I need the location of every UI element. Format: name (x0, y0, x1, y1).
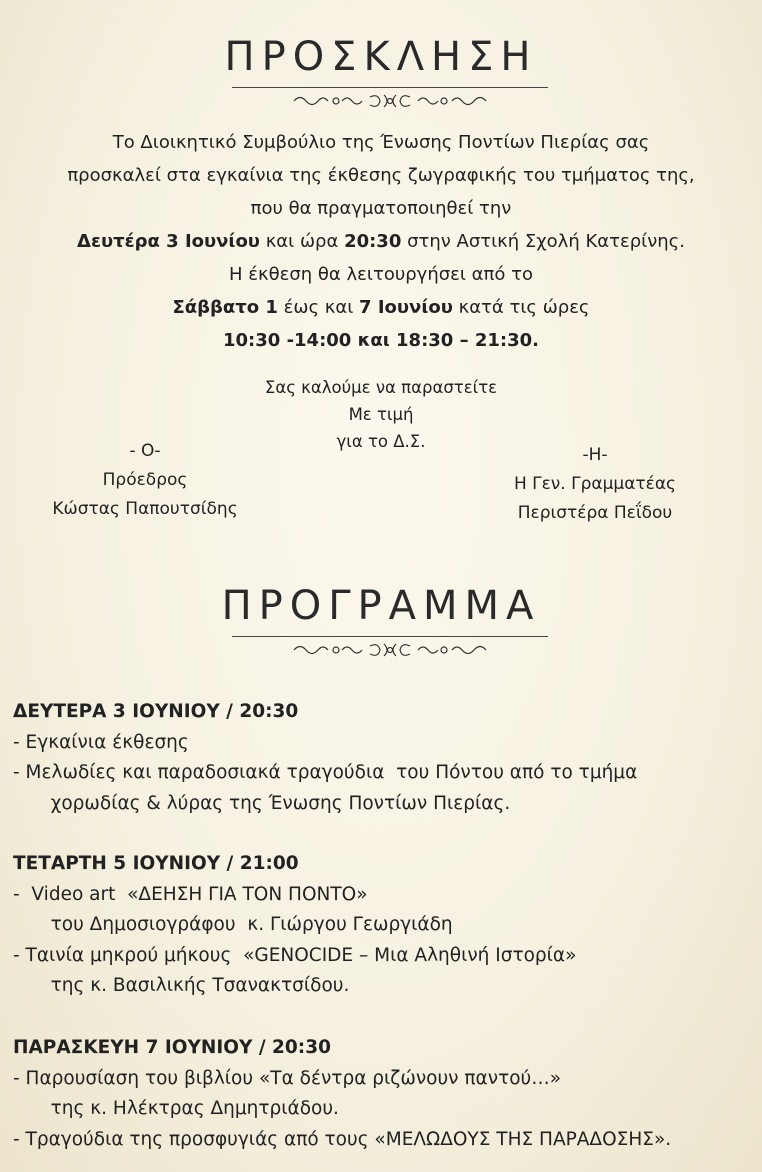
program-item: - Ταινία μηκρού μήκους «GENOCIDE – Μια Αληθινή Ιστορία» (13, 944, 577, 966)
title-divider (232, 636, 548, 637)
title-divider (232, 87, 548, 88)
opening-venue: στην Αστική Σχολή Κατερίνης. (401, 231, 685, 252)
signature-role: Η Γεν. Γραμματέας (513, 474, 677, 494)
exhibition-start: Σάββατο 1 (172, 297, 278, 318)
ornament-flourish-icon (290, 640, 490, 660)
exhibition-mid: έως και (277, 297, 360, 318)
signature-president (30, 437, 260, 524)
invitation-line: Η έκθεση θα λειτουργήσει από το (229, 264, 533, 285)
program-item: χορωδίας & λύρας της Ένωσης Ποντίων Πιερίας. (33, 792, 511, 814)
program-item: - Μελωδίες και παραδοσιακά τραγούδια του Πόντου από το τμήμα (13, 762, 638, 783)
opening-text: και ώρα (259, 231, 345, 252)
opening-date-line (0, 225, 762, 258)
program-item: της κ. Βασιλικής Τσανακτσίδου. (33, 975, 350, 996)
invitation-line: Το Διοικητικό Συμβούλιο της Ένωσης Ποντίων Πιερίας σας (112, 132, 650, 153)
program-item: της κ. Ηλέκτρας Δημητριάδου. (33, 1098, 339, 1119)
closing-line: Με τιμή (348, 405, 414, 424)
invitation-body (0, 126, 762, 357)
program-title: ΠΡΟΓΡΑΜΜΑ (221, 583, 541, 629)
closing-line: Σας καλούμε να παραστείτε (264, 378, 498, 397)
opening-date: Δευτέρα 3 Ιουνίου (77, 231, 260, 252)
opening-time: 20:30 (344, 231, 402, 252)
program-day-heading: ΠΑΡΑΣΚΕΥΗ 7 ΙΟΥΝΙΟΥ / 20:30 (13, 1037, 331, 1058)
invitation-line: που θα πραγματοποιηθεί την (250, 198, 512, 219)
program-day-heading: ΔΕΥΤΕΡΑ 3 ΙΟΥΝΙΟΥ / 20:30 (13, 701, 299, 722)
program-item: - Εγκαίνια έκθεσης (13, 731, 189, 753)
exhibition-end: 7 Ιουνίου (359, 297, 453, 318)
program-item: - Τραγούδια της προσφυγιάς από τους «ΜΕΛΩΔΟΥΣ ΤΗΣ ΠΑΡΑΔΟΣΗΣ». (13, 1128, 672, 1150)
program-day (13, 1033, 753, 1155)
signature-secretary (480, 441, 710, 528)
signature-role: Πρόεδρος (102, 470, 188, 490)
signature-mark: - Ο- (129, 441, 161, 461)
ornament-flourish-icon (290, 91, 490, 111)
exhibition-rest: κατά τις ώρες (452, 297, 590, 318)
invitation-line: προσκαλεί στα εγκαίνια της έκθεσης ζωγραφικής του τμήματος της, (67, 165, 695, 186)
signature-name: Κώστας Παπουτσίδης (52, 499, 238, 519)
exhibition-dates-line (0, 291, 762, 324)
invitation-title: ΠΡΟΣΚΛΗΣΗ (224, 34, 538, 80)
program-item: - Video art «ΔΕΗΣΗ ΓΙΑ ΤΟΝ ΠΟΝΤΟ» (13, 883, 368, 905)
exhibition-hours: 10:30 -14:00 και 18:30 – 21:30. (223, 330, 539, 351)
signature-name: Περιστέρα Πεΐδου (517, 503, 673, 523)
program-item: του Δημοσιογράφου κ. Γιώργου Γεωργιάδη (33, 914, 453, 935)
closing-line: για το Δ.Σ. (336, 432, 426, 451)
signature-mark: -Η- (582, 445, 608, 465)
program-day (13, 697, 753, 819)
program-day-heading: ΤΕΤΑΡΤΗ 5 ΙΟΥΝΙΟΥ / 21:00 (13, 853, 299, 874)
program-item: - Παρουσίαση του βιβλίου «Τα δέντρα ριζώνουν παντού…» (13, 1067, 562, 1089)
program-day (13, 849, 753, 1002)
